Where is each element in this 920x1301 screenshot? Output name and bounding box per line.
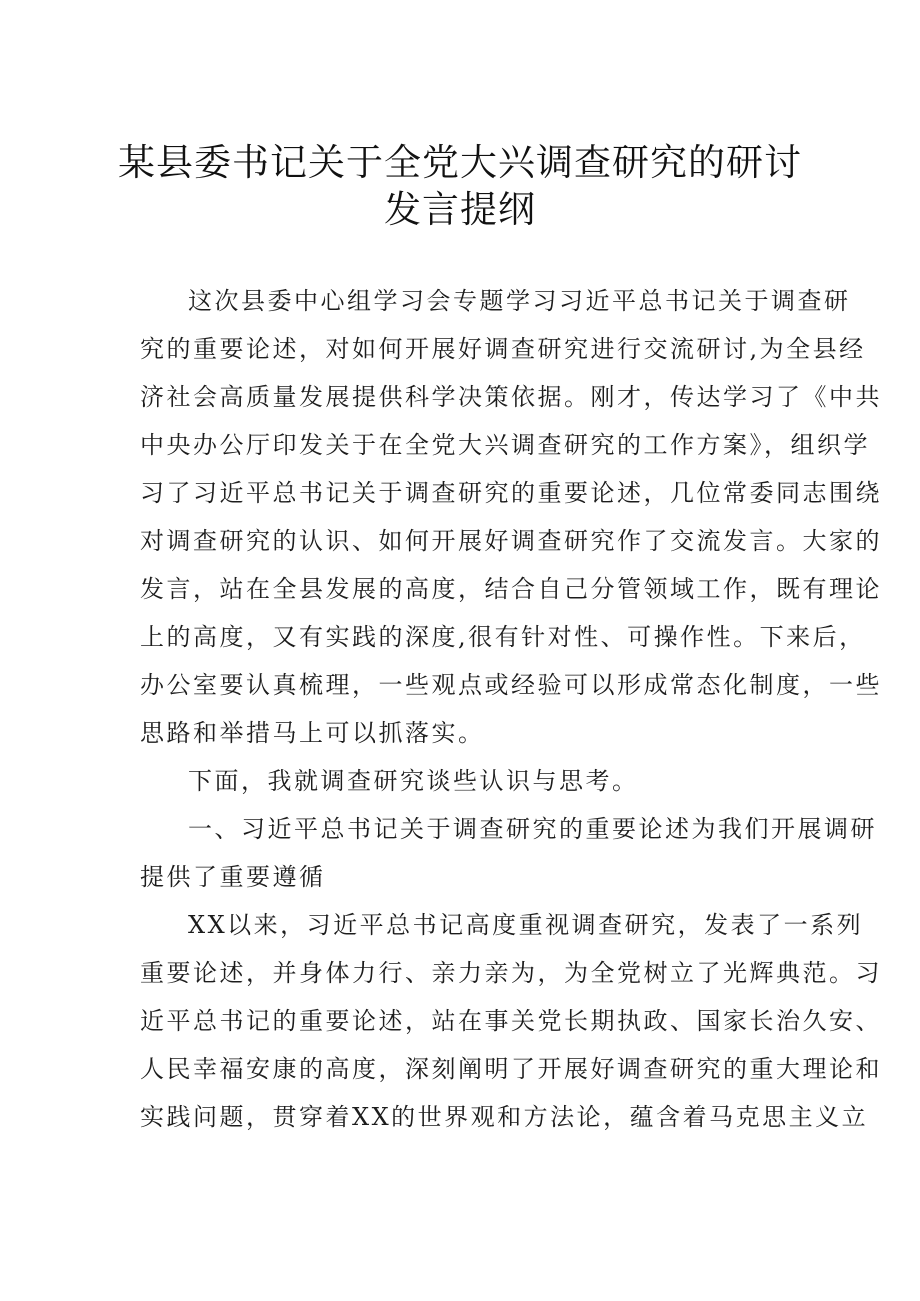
paragraph-line: XX以来，习近平总书记高度重视调查研究，发表了一系列 [188, 911, 864, 939]
paragraph-line: 重要论述，并身体力行、亲力亲为，为全党树立了光辉典范。习 [140, 959, 882, 987]
document-title-line-2: 发言提纲 [384, 188, 536, 231]
paragraph-line: 习了习近平总书记关于调查研究的重要论述，几位常委同志围绕 [140, 479, 882, 507]
paragraph-line: 上的高度，又有实践的深度,很有针对性、可操作性。下来后， [140, 623, 866, 651]
paragraph-line: 济社会高质量发展提供科学决策依据。刚才，传达学习了《中共 [140, 383, 882, 411]
paragraph-line: 实践问题，贯穿着XX的世界观和方法论，蕴含着马克思主义立 [140, 1103, 869, 1131]
document-title-line-1: 某县委书记关于全党大兴调查研究的研讨 [118, 141, 802, 184]
paragraph-line: 人民幸福安康的高度，深刻阐明了开展好调查研究的重大理论和 [140, 1055, 882, 1083]
section-heading-line: 一、习近平总书记关于调查研究的重要论述为我们开展调研 [188, 815, 877, 843]
section-heading-line: 提供了重要遵循 [140, 863, 326, 891]
paragraph-line: 这次县委中心组学习会专题学习习近平总书记关于调查研 [188, 287, 851, 315]
paragraph-line: 对调查研究的认识、如何开展好调查研究作了交流发言。大家的 [140, 527, 882, 555]
paragraph-line: 究的重要论述，对如何开展好调查研究进行交流研讨,为全县经 [140, 335, 866, 363]
paragraph-line: 办公室要认真梳理，一些观点或经验可以形成常态化制度，一些 [140, 671, 882, 699]
paragraph-line: 近平总书记的重要论述，站在事关党长期执政、国家长治久安、 [140, 1007, 882, 1035]
paragraph-line: 中央办公厅印发关于在全党大兴调查研究的工作方案》，组织学 [140, 431, 870, 459]
paragraph-line: 发言，站在全县发展的高度，结合自己分管领域工作，既有理论 [140, 575, 882, 603]
paragraph-line: 下面，我就调查研究谈些认识与思考。 [188, 767, 639, 795]
paragraph-line: 思路和举措马上可以抓落实。 [140, 719, 485, 747]
